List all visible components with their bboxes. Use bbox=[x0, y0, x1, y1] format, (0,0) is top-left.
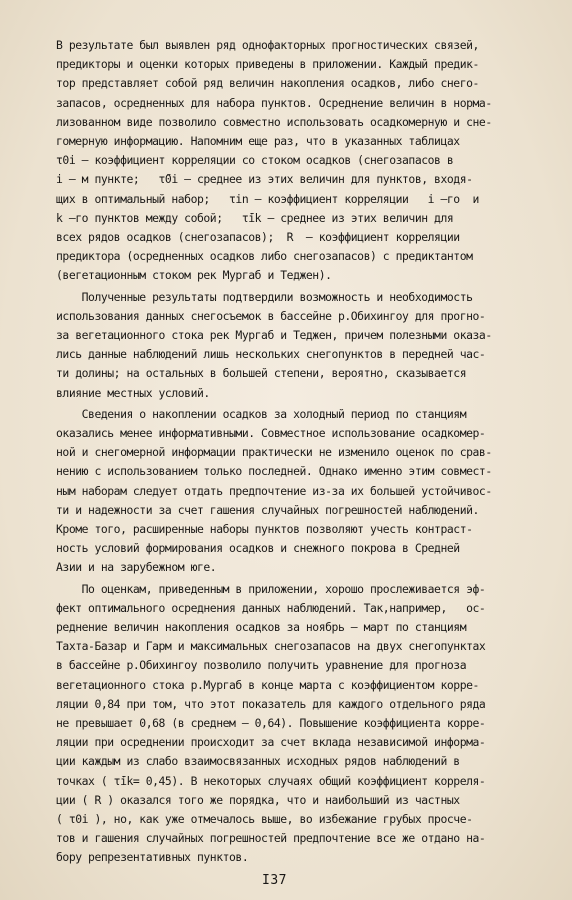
text-line: ляции 0,84 при том, что этот показатель для каждого отдельного ряда bbox=[56, 696, 486, 711]
text-line: Кроме того, расширенные наборы пунктов позволяют учесть контраст- bbox=[56, 522, 473, 536]
text-line: щих в оптимальный набор; τin – коэффициент корреляции i –го и bbox=[56, 191, 479, 206]
text-line: ти долины; на остальных в большей степени, вероятно, сказывается bbox=[56, 366, 467, 381]
text-line: k –го пунктов между собой; τ̄ik – среднее из этих величин для bbox=[56, 210, 454, 225]
text-line: Азии и на зарубежном юге. bbox=[56, 560, 217, 575]
page-number: I37 bbox=[262, 873, 287, 888]
text-line: в бассейне р.Обихингоу позволило получить уравнение для прогноза bbox=[56, 658, 467, 673]
text-line: предикторы и оценки которых приведены в приложении. Каждый предик- bbox=[56, 57, 479, 72]
text-line: Тахта-Базар и Гарм и максимальных снегозапасов на двух снегопунктах bbox=[56, 639, 486, 654]
text-line: за вегетационного стока рек Мургаб и Теджен, причем полезными оказа- bbox=[56, 328, 492, 342]
text-line: запасов, осредненных для набора пунктов. Осреднение величин в норма- bbox=[56, 95, 492, 110]
text-line: ции каждым из слабо взаимосвязанных исходных рядов наблюдений в bbox=[56, 754, 460, 769]
text-line: использования данных снегосъемок в бассейне р.Обихингоу для прогно- bbox=[56, 308, 486, 323]
text-line: По оценкам, приведенным в приложении, хорошо прослеживается эф- bbox=[56, 581, 486, 596]
text-line: бору репрезентативных пунктов. bbox=[56, 850, 249, 865]
text-line: всех рядов осадков (снегозапасов); R – коэффициент корреляции bbox=[56, 230, 460, 244]
text-line: тор представляет собой ряд величин накопления осадков, либо снего- bbox=[56, 76, 479, 91]
text-line: реднение величин накопления осадков за ноябрь – март по станциям bbox=[56, 620, 467, 634]
text-line: i – м пункте; τ̄0i – среднее из этих величин для пунктов, входя- bbox=[56, 172, 473, 187]
text-line: точках ( τ̄ik= 0,45). В некоторых случаях общий коэффициент корреля- bbox=[56, 773, 486, 788]
text-line: ции ( R ) оказался того же порядка, что и наибольший из частных bbox=[56, 792, 460, 807]
text-line: лизованном виде позволило совместно использовать осадкомерную и сне- bbox=[56, 114, 492, 129]
text-line: τ0i – коэффициент корреляции со стоком осадков (снегозапасов в bbox=[56, 153, 454, 168]
text-line: В результате был выявлен ряд однофакторных прогностических связей, bbox=[56, 38, 479, 52]
text-line: ти и надежности за счет гашения случайных погрешностей наблюдений. bbox=[56, 502, 479, 517]
text-line: (вегетационным стоком рек Мургаб и Теджен). bbox=[56, 268, 332, 283]
text-line: ность условий формирования осадков и снежного покрова в Средней bbox=[56, 541, 460, 556]
text-line: ляции при осреднении происходит за счет вклада независимой информа- bbox=[56, 735, 486, 750]
text-line: тов и гашения случайных погрешностей предпочтение все же отдано на- bbox=[56, 831, 486, 846]
text-line: фект оптимального осреднения данных наблюдений. Так,например, ос- bbox=[56, 600, 486, 615]
text-line: гомерную информацию. Напомним еще раз, что в указанных таблицах bbox=[56, 134, 460, 148]
text-line: влияние местных условий. bbox=[56, 385, 210, 400]
text-line: Сведения о накоплении осадков за холодный период по станциям bbox=[56, 406, 467, 421]
text-line: оказались менее информативными. Совместное использование осадкомер- bbox=[56, 426, 486, 440]
text-line: вегетационного стока р.Мургаб в конце марта с коэффициентом корре- bbox=[56, 677, 479, 692]
text-line: ной и снегомерной информации практически не изменило оценок по срав- bbox=[56, 445, 492, 460]
text-line: не превышает 0,68 (в среднем – 0,64). Повышение коэффициента корре- bbox=[56, 716, 486, 730]
text-line: ным наборам следует отдать предпочтение из-за их большей устойчивос- bbox=[56, 483, 492, 498]
text-line: Полученные результаты подтвердили возможность и необходимость bbox=[56, 289, 473, 304]
text-line: лись данные наблюдений лишь нескольких снегопунктов в передней час- bbox=[56, 347, 486, 362]
text-line: ( τ0i ), но, как уже отмечалось выше, во избежание грубых просчe- bbox=[56, 812, 473, 826]
text-line: предиктора (осредненных осадков либо снегозапасов) с предиктантом bbox=[56, 249, 473, 264]
text-line: нению с использованием только последней. Однако именно этим совмест- bbox=[56, 464, 492, 479]
